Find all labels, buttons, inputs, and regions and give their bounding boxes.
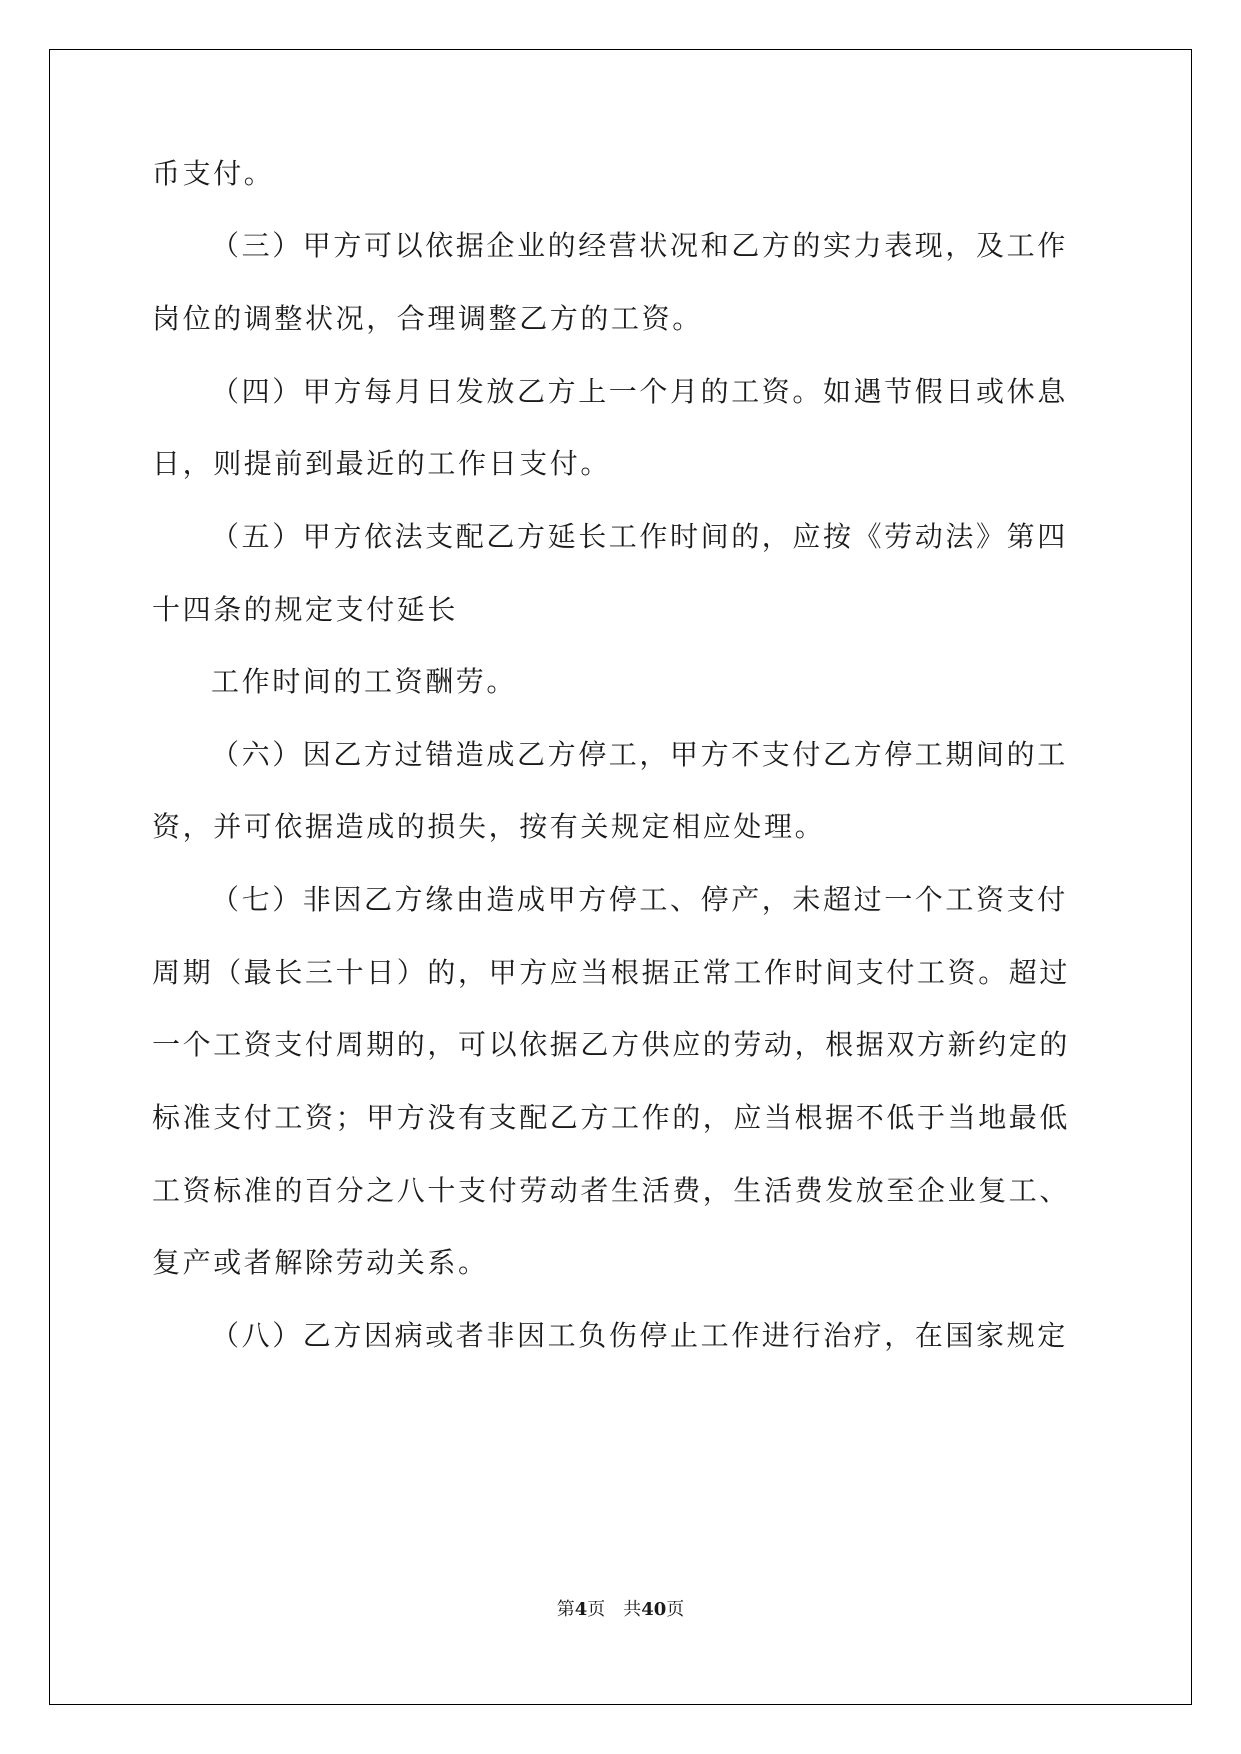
paragraph-7-line-6: 复产或者解除劳动关系。 xyxy=(152,1246,489,1279)
page-number: 4 xyxy=(574,1599,588,1620)
page-suffix: 页 xyxy=(587,1599,606,1620)
page-border xyxy=(49,49,1192,1705)
page-prefix: 第 xyxy=(556,1599,575,1620)
total-pages: 40 xyxy=(641,1599,667,1620)
paragraph-7-line-3: 一个工资支付周期的，可以依据乙方供应的劳动，根据双方新约定的 xyxy=(152,1028,1071,1061)
paragraph-3-line-1: （三）甲方可以依据企业的经营状况和乙方的实力表现，及工作 xyxy=(211,229,1068,262)
page-footer xyxy=(0,1598,1241,1622)
paragraph-7-line-2: 周期（最长三十日）的，甲方应当根据正常工作时间支付工资。超过 xyxy=(152,956,1071,989)
paragraph-7-line-1: （七）非因乙方缘由造成甲方停工、停产，未超过一个工资支付 xyxy=(211,883,1068,916)
paragraph-7-line-5: 工资标准的百分之八十支付劳动者生活费，生活费发放至企业复工、 xyxy=(152,1174,1071,1207)
paragraph-3-line-2: 岗位的调整状况，合理调整乙方的工资。 xyxy=(152,302,703,335)
paragraph-7-line-4: 标准支付工资；甲方没有支配乙方工作的，应当根据不低于当地最低 xyxy=(152,1101,1071,1134)
text-line: 币支付。 xyxy=(152,157,275,190)
paragraph-8-line-1: （八）乙方因病或者非因工负伤停止工作进行治疗，在国家规定 xyxy=(211,1319,1068,1352)
paragraph-5-line-2: 十四条的规定支付延长 xyxy=(152,593,459,626)
paragraph-6-line-1: （六）因乙方过错造成乙方停工，甲方不支付乙方停工期间的工 xyxy=(211,738,1068,771)
paragraph-5-line-3: 工作时间的工资酬劳。 xyxy=(211,665,518,698)
total-prefix: 共 xyxy=(623,1599,642,1620)
paragraph-6-line-2: 资，并可依据造成的损失，按有关规定相应处理。 xyxy=(152,810,826,843)
total-suffix: 页 xyxy=(666,1599,685,1620)
paragraph-4-line-2: 日，则提前到最近的工作日支付。 xyxy=(152,447,612,480)
paragraph-5-line-1: （五）甲方依法支配乙方延长工作时间的，应按《劳动法》第四 xyxy=(211,520,1068,553)
paragraph-4-line-1: （四）甲方每月日发放乙方上一个月的工资。如遇节假日或休息 xyxy=(211,375,1068,408)
